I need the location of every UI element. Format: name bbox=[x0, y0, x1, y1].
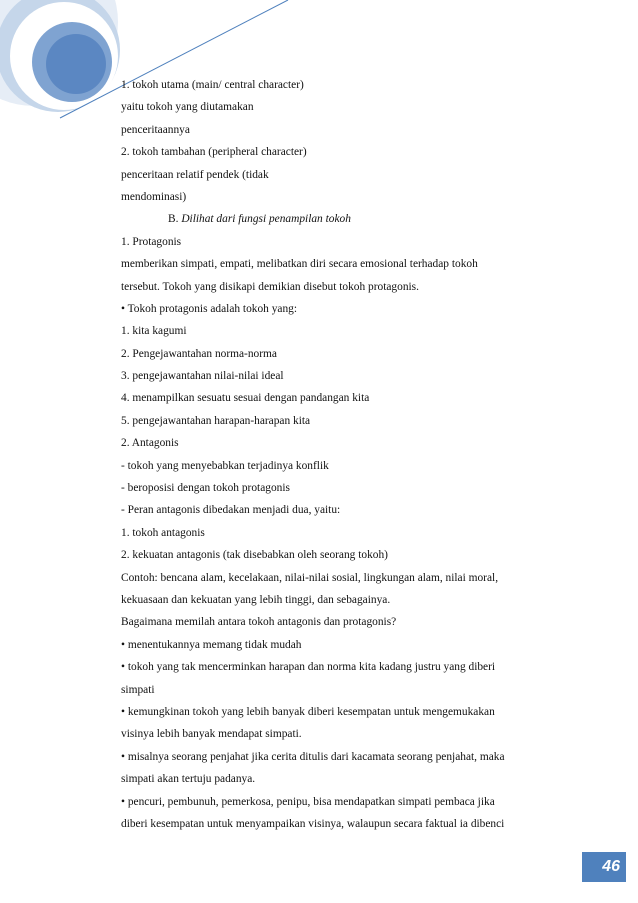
text-line: diberi kesempatan untuk menyampaikan visinya, walaupun secara faktual ia dibenci bbox=[121, 817, 505, 830]
text-line: mendominasi) bbox=[121, 190, 187, 203]
text-line: • menentukannya memang tidak mudah bbox=[121, 638, 302, 651]
text-line: Bagaimana memilah antara tokoh antagonis dan protagonis? bbox=[121, 616, 397, 629]
text-line: kekuasaan dan kekuatan yang lebih tinggi, dan sebagainya. bbox=[121, 593, 391, 606]
page-number-badge: 46 bbox=[582, 852, 626, 882]
text-line: 2. Pengejawantahan norma-norma bbox=[121, 347, 277, 360]
text-line: 2. kekuatan antagonis (tak disebabkan oleh seorang tokoh) bbox=[121, 549, 388, 562]
text-line: yaitu tokoh yang diutamakan bbox=[121, 101, 254, 114]
text-line: - tokoh yang menyebabkan terjadinya konflik bbox=[121, 459, 329, 472]
text-line: 2. tokoh tambahan (peripheral character) bbox=[121, 146, 307, 159]
text-line: 2. Antagonis bbox=[121, 437, 179, 450]
text-line: • misalnya seorang penjahat jika cerita ditulis dari kacamata seorang penjahat, maka bbox=[121, 750, 505, 763]
text-line: 3. pengejawantahan nilai-nilai ideal bbox=[121, 370, 284, 383]
text-line: Contoh: bencana alam, kecelakaan, nilai-nilai sosial, lingkungan alam, nilai moral, bbox=[121, 571, 499, 584]
text-line: • Tokoh protagonis adalah tokoh yang: bbox=[121, 302, 298, 315]
text-line: penceritaan relatif pendek (tidak bbox=[121, 168, 269, 181]
text-line: - Peran antagonis dibedakan menjadi dua, yaitu: bbox=[121, 504, 341, 517]
text-line: 1. tokoh utama (main/ central character) bbox=[121, 79, 304, 91]
text-line: • tokoh yang tak mencerminkan harapan dan norma kita kadang justru yang diberi bbox=[121, 661, 496, 674]
text-line: • kemungkinan tokoh yang lebih banyak diberi kesempatan untuk mengemukakan bbox=[121, 705, 495, 718]
section-heading-title: Dilihat dari fungsi penampilan tokoh bbox=[181, 213, 351, 226]
text-line: penceritaannya bbox=[121, 123, 190, 136]
text-line: tersebut. Tokoh yang disikapi demikian disebut tokoh protagonis. bbox=[121, 280, 419, 293]
text-line: 4. menampilkan sesuatu sesuai dengan pandangan kita bbox=[121, 392, 370, 405]
text-line: simpati akan tertuju padanya. bbox=[121, 773, 256, 786]
text-line: memberikan simpati, empati, melibatkan diri secara emosional terhadap tokoh bbox=[121, 258, 478, 271]
document-body bbox=[121, 74, 571, 835]
text-line: - beroposisi dengan tokoh protagonis bbox=[121, 482, 290, 495]
text-line: 1. kita kagumi bbox=[121, 325, 187, 338]
text-line: • pencuri, pembunuh, pemerkosa, penipu, bisa mendapatkan simpati pembaca jika bbox=[121, 795, 495, 808]
text-line: simpati bbox=[121, 683, 155, 696]
section-heading-prefix: B. bbox=[168, 213, 179, 226]
text-line: 1. Protagonis bbox=[121, 235, 182, 248]
text-line: 5. pengejawantahan harapan-harapan kita bbox=[121, 414, 311, 427]
text-line: 1. tokoh antagonis bbox=[121, 526, 205, 539]
text-line: visinya lebih banyak mendapat simpati. bbox=[121, 728, 302, 741]
section-heading-b bbox=[121, 208, 571, 230]
